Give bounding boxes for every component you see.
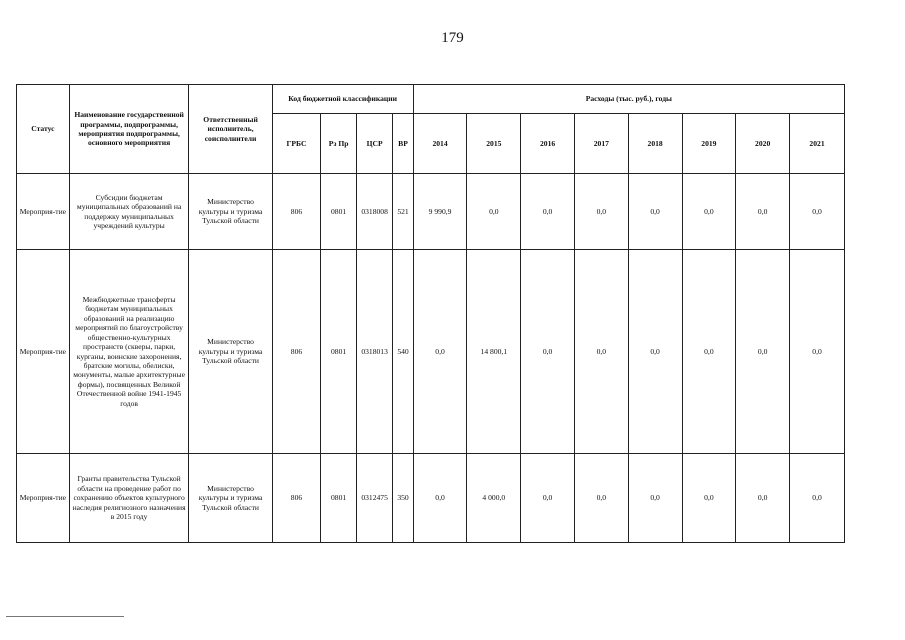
row-value-2014: 0,0 [413, 454, 467, 543]
header-grbs: ГРБС [272, 114, 321, 174]
header-name: Наименование государственной программы, подпрограммы, мероприятия подпрограммы, основного мероприятия [69, 85, 189, 174]
header-year-2018: 2018 [628, 114, 682, 174]
row-rzpr: 0801 [321, 174, 357, 250]
row-status: Мероприя-тие [17, 454, 70, 543]
header-year-2021: 2021 [790, 114, 845, 174]
header-year-2016: 2016 [521, 114, 575, 174]
row-value-2019: 0,0 [682, 174, 736, 250]
table-row [17, 454, 845, 543]
row-status: Мероприя-тие [17, 174, 70, 250]
header-expenses: Расходы (тыс. руб.), годы [413, 85, 844, 114]
row-rzpr: 0801 [321, 454, 357, 543]
row-value-2021: 0,0 [790, 454, 845, 543]
row-value-2014: 9 990,9 [413, 174, 467, 250]
header-status: Статус [17, 85, 70, 174]
row-name: Гранты правительства Тульской области на проведение работ по сохранению объектов культурного наследия религиозного назначения в 2015 году [69, 454, 189, 543]
row-executor: Министерство культуры и туризма Тульской области [189, 174, 272, 250]
row-value-2021: 0,0 [790, 174, 845, 250]
header-csr: ЦСР [356, 114, 393, 174]
row-vr: 350 [393, 454, 413, 543]
row-value-2016: 0,0 [521, 454, 575, 543]
header-year-2020: 2020 [736, 114, 790, 174]
row-value-2015: 14 800,1 [467, 250, 521, 454]
row-value-2014: 0,0 [413, 250, 467, 454]
row-value-2015: 4 000,0 [467, 454, 521, 543]
row-value-2018: 0,0 [628, 250, 682, 454]
row-csr: 0312475 [356, 454, 393, 543]
row-value-2020: 0,0 [736, 250, 790, 454]
row-value-2017: 0,0 [574, 454, 628, 543]
row-value-2017: 0,0 [574, 250, 628, 454]
row-name: Субсидии бюджетам муниципальных образований на поддержку муниципальных учреждений культуры [69, 174, 189, 250]
header-rzpr: Рз Пр [321, 114, 357, 174]
row-value-2019: 0,0 [682, 454, 736, 543]
row-executor: Министерство культуры и туризма Тульской области [189, 250, 272, 454]
row-name: Межбюджетные трансферты бюджетам муниципальных образований на реализацию мероприятий по благоустройству общественно-культурных пространств (скверы, парки, курганы, воинские захоронения, братские могилы, обелиски, монументы, малые архитектурные формы), посвященных Великой Отечественной войне 1941-1945 годов [69, 250, 189, 454]
row-value-2015: 0,0 [467, 174, 521, 250]
row-value-2021: 0,0 [790, 250, 845, 454]
row-value-2019: 0,0 [682, 250, 736, 454]
row-vr: 521 [393, 174, 413, 250]
row-csr: 0318013 [356, 250, 393, 454]
row-grbs: 806 [272, 250, 321, 454]
row-value-2016: 0,0 [521, 250, 575, 454]
row-executor: Министерство культуры и туризма Тульской области [189, 454, 272, 543]
row-value-2018: 0,0 [628, 454, 682, 543]
row-value-2017: 0,0 [574, 174, 628, 250]
table-row [17, 250, 845, 454]
table-row [17, 174, 845, 250]
row-rzpr: 0801 [321, 250, 357, 454]
row-value-2020: 0,0 [736, 454, 790, 543]
row-status: Мероприя-тие [17, 250, 70, 454]
header-year-2014: 2014 [413, 114, 467, 174]
row-value-2018: 0,0 [628, 174, 682, 250]
budget-table [16, 84, 845, 543]
header-budget-code: Код бюджетной классификации [272, 85, 413, 114]
header-year-2015: 2015 [467, 114, 521, 174]
header-year-2019: 2019 [682, 114, 736, 174]
row-value-2020: 0,0 [736, 174, 790, 250]
footnote-divider [6, 616, 124, 617]
row-csr: 0318008 [356, 174, 393, 250]
header-vr: ВР [393, 114, 413, 174]
row-grbs: 806 [272, 454, 321, 543]
header-year-2017: 2017 [574, 114, 628, 174]
page-number: 179 [441, 30, 464, 46]
row-vr: 540 [393, 250, 413, 454]
header-executor: Ответственный исполнитель, соисполнители [189, 85, 272, 174]
row-grbs: 806 [272, 174, 321, 250]
row-value-2016: 0,0 [521, 174, 575, 250]
